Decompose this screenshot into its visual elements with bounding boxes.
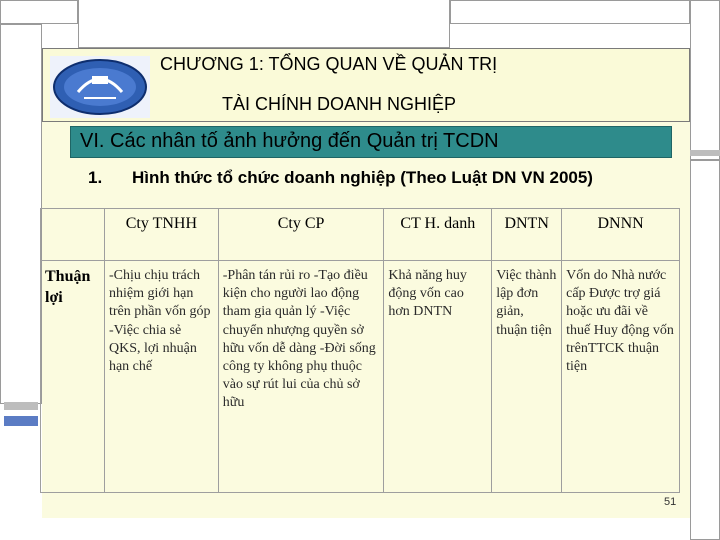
page-number: 51: [664, 496, 677, 508]
decor-frame-2: [78, 0, 450, 48]
decor-frame-1: [0, 0, 78, 24]
item-number: 1.: [88, 168, 103, 187]
table-header-row: [41, 209, 680, 261]
table-cell: -Chịu chịu trách nhiệm giới hạn trên phần vốn góp -Việc chia sẻ QKS, lợi nhuận hạn chế: [104, 261, 218, 493]
table-cell: -Phân tán rủi ro -Tạo điều kiện cho người lao động tham gia quản lý -Việc chuyển nhượng quyền sở hữu vốn dễ dàng -Đời sống công ty không phụ thuộc vào sự rút lui của chủ sở hữu: [218, 261, 384, 493]
decor-gray-bar: [4, 402, 38, 410]
comparison-table: [40, 208, 680, 493]
table-row-label: Thuận lợi: [41, 261, 105, 493]
table-row: [41, 261, 680, 493]
table-header-cell: Cty CP: [218, 209, 384, 261]
title-line-2: TÀI CHÍNH DOANH NGHIỆP: [222, 94, 457, 114]
decor-frame-4: [0, 24, 42, 404]
decor-frame-6: [690, 160, 720, 540]
table-cell: Việc thành lập đơn giản, thuận tiện: [492, 261, 562, 493]
table-cell: Vốn do Nhà nước cấp Được trợ giá hoặc ưu đãi về thuế Huy động vốn trênTTCK thuận tiện: [562, 261, 680, 493]
decor-blue-bar: [4, 416, 38, 426]
table-header-cell: CT H. danh: [384, 209, 492, 261]
item-heading: Hình thức tổ chức doanh nghiệp (Theo Luật DN VN 2005): [132, 168, 593, 187]
table-header-cell: [41, 209, 105, 261]
university-logo: [50, 56, 150, 118]
decor-gray-bar-right: [690, 150, 720, 156]
title-line-1: CHƯƠNG 1: TỔNG QUAN VỀ QUẢN TRỊ: [160, 54, 498, 74]
decor-frame-3: [450, 0, 690, 24]
table-header-cell: DNNN: [562, 209, 680, 261]
table-header-cell: DNTN: [492, 209, 562, 261]
decor-frame-5: [690, 0, 720, 160]
table-cell: Khả năng huy động vốn cao hơn DNTN: [384, 261, 492, 493]
section-heading: VI. Các nhân tố ảnh hưởng đến Quản trị TCDN: [80, 130, 499, 152]
table-header-cell: Cty TNHH: [104, 209, 218, 261]
